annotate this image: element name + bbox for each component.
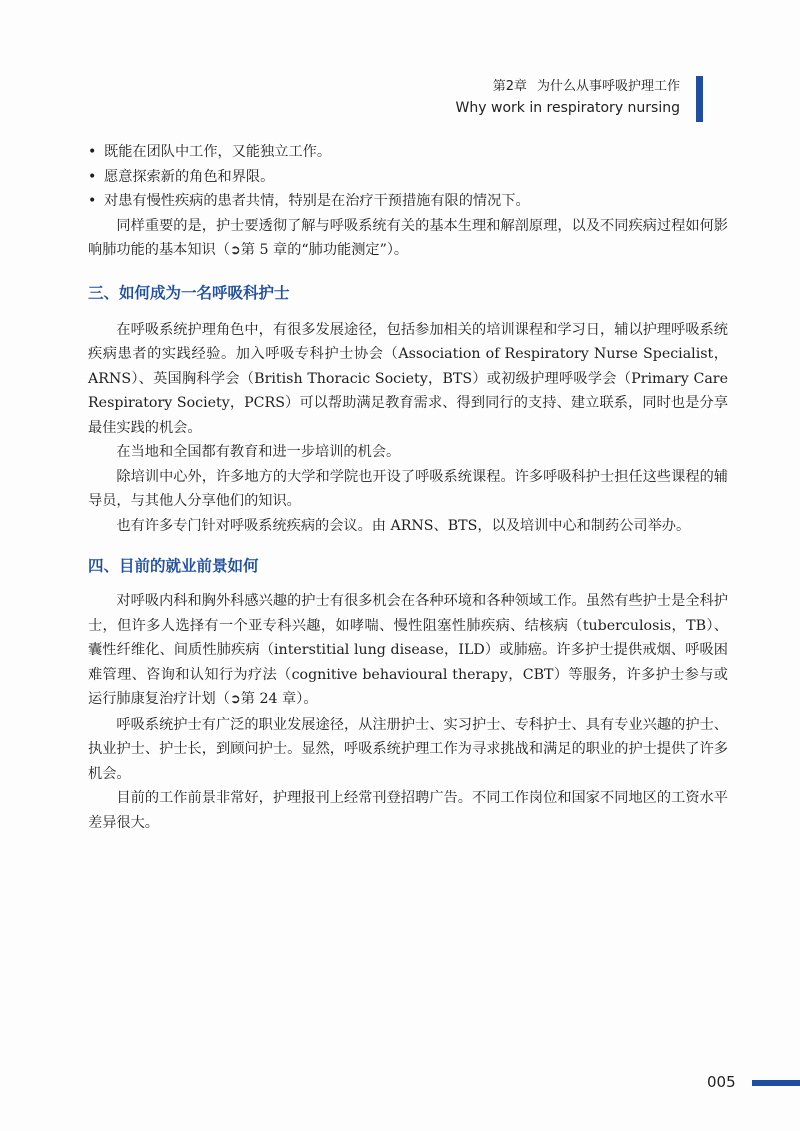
intro-paragraph: 同样重要的是，护士要透彻了解与呼吸系统有关的基本生理和解剖原理，以及不同疾病过程如何影响肺功能的基本知识（➲第 5 章的“肺功能测定”）。 xyxy=(88,217,728,258)
section-paragraph: 在当地和全国都有教育和进一步培训的机会。 xyxy=(116,444,401,460)
section-paragraph: 除培训中心外，许多地方的大学和学院也开设了呼吸系统课程。许多呼吸科护士担任这些课程的辅导员，与其他人分享他们的知识。 xyxy=(88,468,728,509)
section-heading: 四、目前的就业前景如何 xyxy=(88,557,259,575)
page-number: 005 xyxy=(707,1073,736,1091)
header-accent-bar xyxy=(696,76,703,122)
bullet-dot-icon: • xyxy=(88,168,97,185)
cross-reference-arrow-icon: ➲ xyxy=(229,692,241,707)
section-paragraph: 目前的工作前景非常好，护理报刊上经常刊登招聘广告。不同工作岗位和国家不同地区的工资水平差异很大。 xyxy=(88,790,728,831)
running-header xyxy=(456,78,680,118)
footer-accent-bar xyxy=(752,1080,800,1086)
chapter-title-line xyxy=(456,78,680,96)
bullet-item: • 对患有慢性疾病的患者共情，特别是在治疗干预措施有限的情况下。 xyxy=(88,189,728,214)
cross-reference-arrow-icon: ➲ xyxy=(229,243,241,258)
bullet-dot-icon: • xyxy=(88,193,97,209)
page-body xyxy=(88,140,728,835)
section-paragraph: 对呼吸内科和胸外科感兴趣的护士有很多机会在各种环境和各种领域工作。虽然有些护士是全科护士，但许多人选择有一个亚专科兴趣，如哮喘、慢性阻塞性肺疾病、结核病（tuberculosis，TB）、囊性纤维化、间质性肺疾病（interstitial lung disease，ILD）或肺癌。许多护士提供戒烟、呼吸困难管理、咨询和认知行为疗法（cognitive behavioural therapy，CBT）等服务，许多护士参与或运行肺康复治疗计划（➲第 24 章）。 xyxy=(88,593,728,707)
section-paragraph: 也有许多专门针对呼吸系统疾病的会议。由 ARNS、BTS，以及培训中心和制药公司举办。 xyxy=(116,517,691,534)
chapter-number: 第2章 xyxy=(492,79,527,94)
chapter-title-en: Why work in respiratory nursing xyxy=(455,100,680,116)
section-heading: 三、如何成为一名呼吸科护士 xyxy=(88,283,290,302)
section-paragraph: 在呼吸系统护理角色中，有很多发展途径，包括参加相关的培训课程和学习日，辅以护理呼吸系统疾病患者的实践经验。加入呼吸专科护士协会（Association of Respiratory Nurse Specialist，ARNS）、英国胸科学会（British Thoracic Society，BTS）或初级护理呼吸学会（Primary Care Respiratory Society，PCRS）可以帮助满足教育需求、得到同行的支持、建立联系，同时也是分享最佳实践的机会。 xyxy=(88,321,728,436)
chapter-title-cn: 为什么从事呼吸护理工作 xyxy=(536,79,680,94)
bullet-item: • 愿意探索新的角色和界限。 xyxy=(88,165,728,190)
bullet-dot-icon: • xyxy=(88,144,97,160)
bullet-item: • 既能在团队中工作，又能独立工作。 xyxy=(88,140,728,165)
section-paragraph: 呼吸系统护士有广泛的职业发展途径，从注册护士、实习护士、专科护士、具有专业兴趣的护士、执业护士、护士长，到顾问护士。显然，呼吸系统护理工作为寻求挑战和满足的职业的护士提供了许多机会。 xyxy=(88,716,728,782)
